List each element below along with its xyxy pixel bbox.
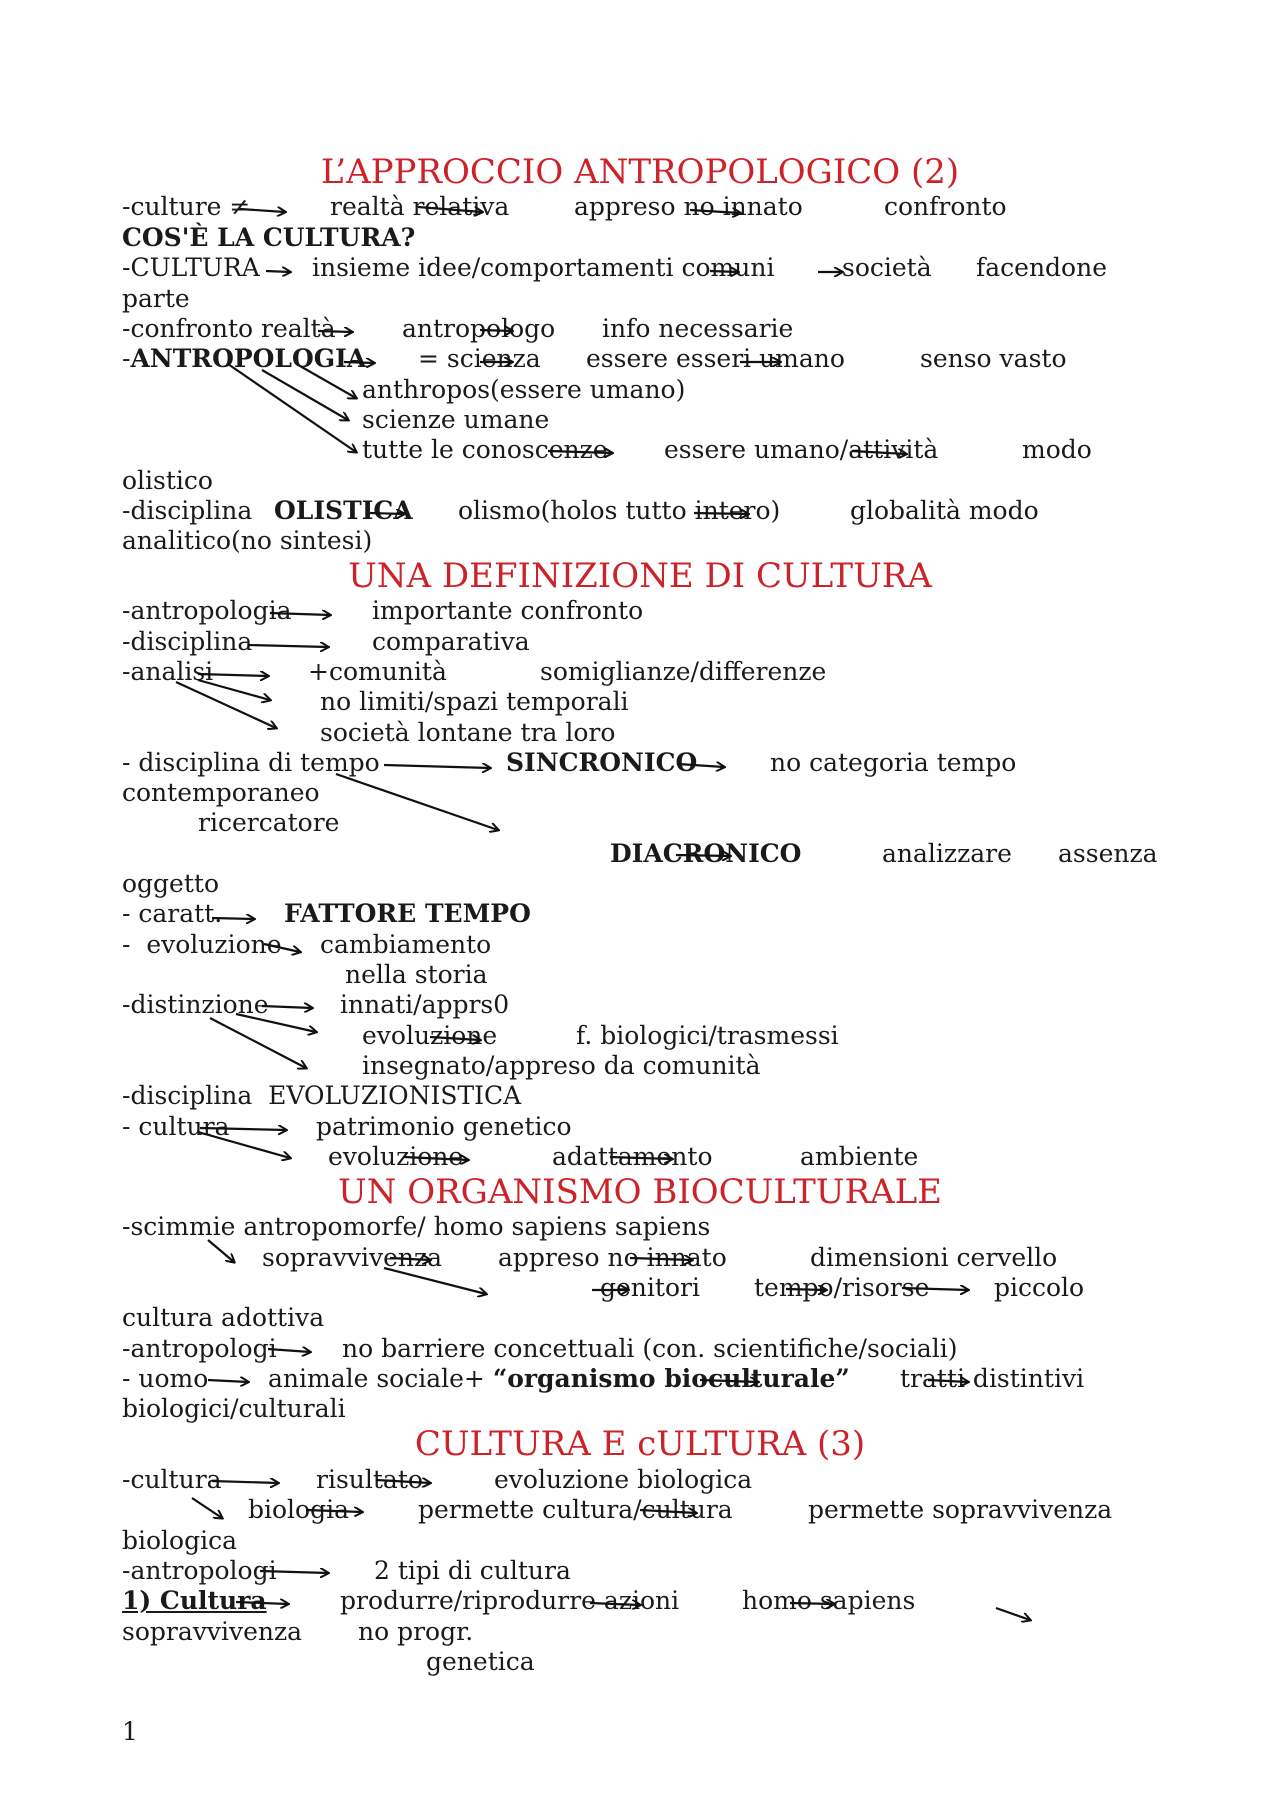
text: comparativa <box>372 627 530 656</box>
page-number: 1 <box>122 1717 138 1746</box>
text: oggetto <box>122 869 219 898</box>
arrow-icon <box>996 1608 1030 1620</box>
text: homo sapiens <box>742 1586 916 1615</box>
arrow-icon <box>248 645 328 647</box>
arrow-icon <box>208 1240 234 1262</box>
text: -cultura <box>122 1465 222 1494</box>
text: appreso no innato <box>498 1243 727 1272</box>
arrow-icon <box>336 774 498 830</box>
text: piccolo <box>994 1273 1085 1302</box>
text: -antropologia <box>122 596 292 625</box>
text: somiglianze/differenze <box>540 657 827 686</box>
text: permette cultura/cultura <box>418 1495 733 1524</box>
text: -culture ≠ <box>122 192 251 221</box>
text: tempo/risorse <box>754 1273 930 1302</box>
text: +comunità <box>308 657 447 686</box>
text: produrre/riprodurre azioni <box>340 1586 680 1615</box>
arrow-icon <box>228 364 356 452</box>
text: cultura adottiva <box>122 1303 325 1332</box>
text: -disciplina EVOLUZIONISTICA <box>122 1081 522 1110</box>
text: -distinzione <box>122 990 269 1019</box>
arrow-icon <box>192 1498 222 1518</box>
text: no progr. <box>358 1617 474 1646</box>
text: facendone <box>976 253 1108 282</box>
text: biologia <box>248 1495 350 1524</box>
text: scienze umane <box>362 405 550 434</box>
text: OLISTICA <box>274 496 413 525</box>
text: - caratt. <box>122 899 223 928</box>
text: innati/apprs0 <box>340 990 510 1019</box>
text: insegnato/appreso da comunità <box>362 1051 761 1080</box>
text: evoluzione <box>328 1142 464 1171</box>
text: genetica <box>426 1647 535 1676</box>
text: no limiti/spazi temporali <box>320 687 629 716</box>
text: permette sopravvivenza <box>808 1495 1113 1524</box>
text: 1) Cultura <box>122 1586 267 1615</box>
text: società lontane tra loro <box>320 718 616 747</box>
text: assenza <box>1058 839 1158 868</box>
text: animale sociale+ <box>268 1364 485 1393</box>
text: f. biologici/trasmessi <box>576 1021 839 1050</box>
text: antropologo <box>402 314 556 343</box>
text: ANTROPOLOGIA <box>130 344 367 373</box>
subheading-cose-la-cultura: COS'È LA CULTURA? <box>122 223 416 252</box>
text: -confronto realtà <box>122 314 336 343</box>
text: biologici/culturali <box>122 1394 346 1423</box>
heading-organismo-bioculturale: UN ORGANISMO BIOCULTURALE <box>337 1172 942 1212</box>
text: -disciplina <box>122 627 253 656</box>
text <box>122 344 366 374</box>
text: -analisi <box>122 657 214 686</box>
text: appreso no innato <box>574 192 803 221</box>
text: sopravvivenza <box>262 1243 443 1272</box>
text: evoluzione <box>362 1021 498 1050</box>
text: = scienza <box>418 344 541 373</box>
text: essere esseri umano <box>586 344 845 373</box>
text: 2 tipi di cultura <box>374 1556 571 1585</box>
text: genitori <box>600 1273 700 1302</box>
arrow-icon <box>176 682 276 728</box>
text: dimensioni cervello <box>810 1243 1058 1272</box>
text: cambiamento <box>320 930 492 959</box>
text: - <box>122 344 131 373</box>
text: -CULTURA <box>122 253 260 282</box>
arrow-icon <box>266 271 290 272</box>
text: - cultura <box>122 1112 230 1141</box>
text <box>268 1364 850 1394</box>
text: contemporaneo <box>122 778 320 807</box>
text: - disciplina di tempo <box>122 748 380 777</box>
heading-approccio-antropologico: L’APPROCCIO ANTROPOLOGICO (2) <box>320 152 960 192</box>
text: biologica <box>122 1526 238 1555</box>
text: info necessarie <box>602 314 794 343</box>
text: -scimmie antropomorfe/ homo sapiens sapiens <box>122 1212 711 1241</box>
text: DIACRONICO <box>610 839 802 868</box>
arrow-icon <box>210 1018 306 1068</box>
text: tratti distintivi <box>900 1364 1085 1393</box>
text: evoluzione biologica <box>494 1465 753 1494</box>
line-culture <box>122 192 250 222</box>
text: -disciplina <box>122 496 253 525</box>
arrow-icon <box>208 1380 248 1382</box>
text: no barriere concettuali (con. scientifiche/sociali) <box>342 1334 958 1363</box>
text: importante confronto <box>372 596 644 625</box>
text: società <box>842 253 932 282</box>
arrow-icon <box>262 1006 312 1008</box>
text: confronto <box>884 192 1007 221</box>
text: -antropologi <box>122 1334 277 1363</box>
text: ambiente <box>800 1142 919 1171</box>
text: anthropos(essere umano) <box>362 375 686 404</box>
text: - evoluzione <box>122 930 282 959</box>
text: -antropologi <box>122 1556 277 1585</box>
text: SINCRONICO <box>506 748 698 777</box>
arrow-icon <box>262 370 348 420</box>
arrow-icon <box>384 765 490 768</box>
text: senso vasto <box>920 344 1067 373</box>
text: patrimonio genetico <box>316 1112 572 1141</box>
text: no categoria tempo <box>770 748 1017 777</box>
text: risultato <box>316 1465 423 1494</box>
text: FATTORE TEMPO <box>284 899 531 928</box>
text: parte <box>122 284 190 313</box>
heading-cultura-e-cultura: CULTURA E cULTURA (3) <box>414 1424 866 1464</box>
text: “organismo bioculturale” <box>492 1364 850 1393</box>
text: insieme idee/comportamenti comuni <box>312 253 775 282</box>
text: olistico <box>122 466 213 495</box>
text: realtà relativa <box>330 192 510 221</box>
text: analitico(no sintesi) <box>122 526 373 555</box>
text: essere umano/attività <box>664 435 939 464</box>
text: sopravvivenza <box>122 1617 303 1646</box>
text: - uomo <box>122 1364 209 1393</box>
text: analizzare <box>882 839 1012 868</box>
text: globalità modo <box>850 496 1039 525</box>
text: olismo(holos tutto intero) <box>458 496 781 525</box>
text: tutte le conoscenze <box>362 435 608 464</box>
text: ricercatore <box>198 808 340 837</box>
heading-definizione-cultura: UNA DEFINIZIONE DI CULTURA <box>348 556 932 596</box>
text: nella storia <box>345 960 488 989</box>
text: modo <box>1022 435 1092 464</box>
text: adattamento <box>552 1142 713 1171</box>
